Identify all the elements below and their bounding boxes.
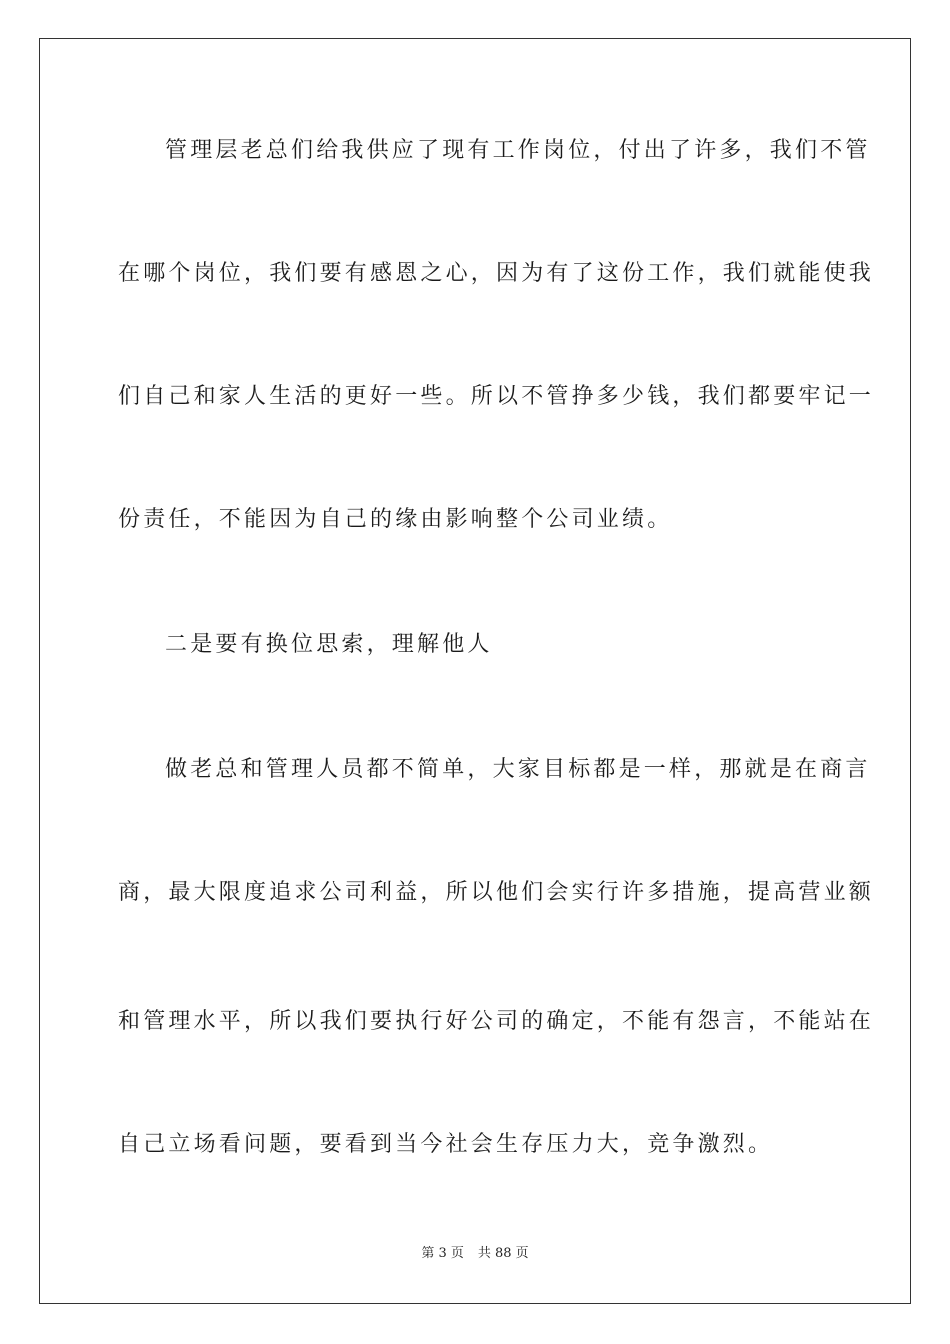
paragraph-3-line-2: 商，最大限度追求公司利益，所以他们会实行许多措施，提高营业额 bbox=[118, 880, 875, 905]
page-number: 第 3 页 bbox=[421, 1246, 464, 1261]
paragraph-1-line-1: 管理层老总们给我供应了现有工作岗位，付出了许多，我们不管 bbox=[165, 138, 871, 163]
paragraph-3-line-1: 做老总和管理人员都不简单，大家目标都是一样，那就是在商言 bbox=[165, 757, 871, 782]
section-heading: 二是要有换位思索，理解他人 bbox=[165, 632, 493, 657]
paragraph-1-line-3: 们自己和家人生活的更好一些。所以不管挣多少钱，我们都要牢记一 bbox=[118, 384, 875, 409]
paragraph-3-line-4: 自己立场看问题，要看到当今社会生存压力大，竞争激烈。 bbox=[118, 1132, 774, 1157]
paragraph-1-line-4: 份责任，不能因为自己的缘由影响整个公司业绩。 bbox=[118, 507, 673, 532]
paragraph-1-line-2: 在哪个岗位，我们要有感恩之心，因为有了这份工作，我们就能使我 bbox=[118, 261, 875, 286]
page-border bbox=[39, 38, 911, 1304]
paragraph-3-line-3: 和管理水平，所以我们要执行好公司的确定，不能有怨言，不能站在 bbox=[118, 1009, 875, 1034]
page-total: 共 88 页 bbox=[477, 1246, 529, 1261]
page-footer bbox=[0, 1245, 950, 1263]
